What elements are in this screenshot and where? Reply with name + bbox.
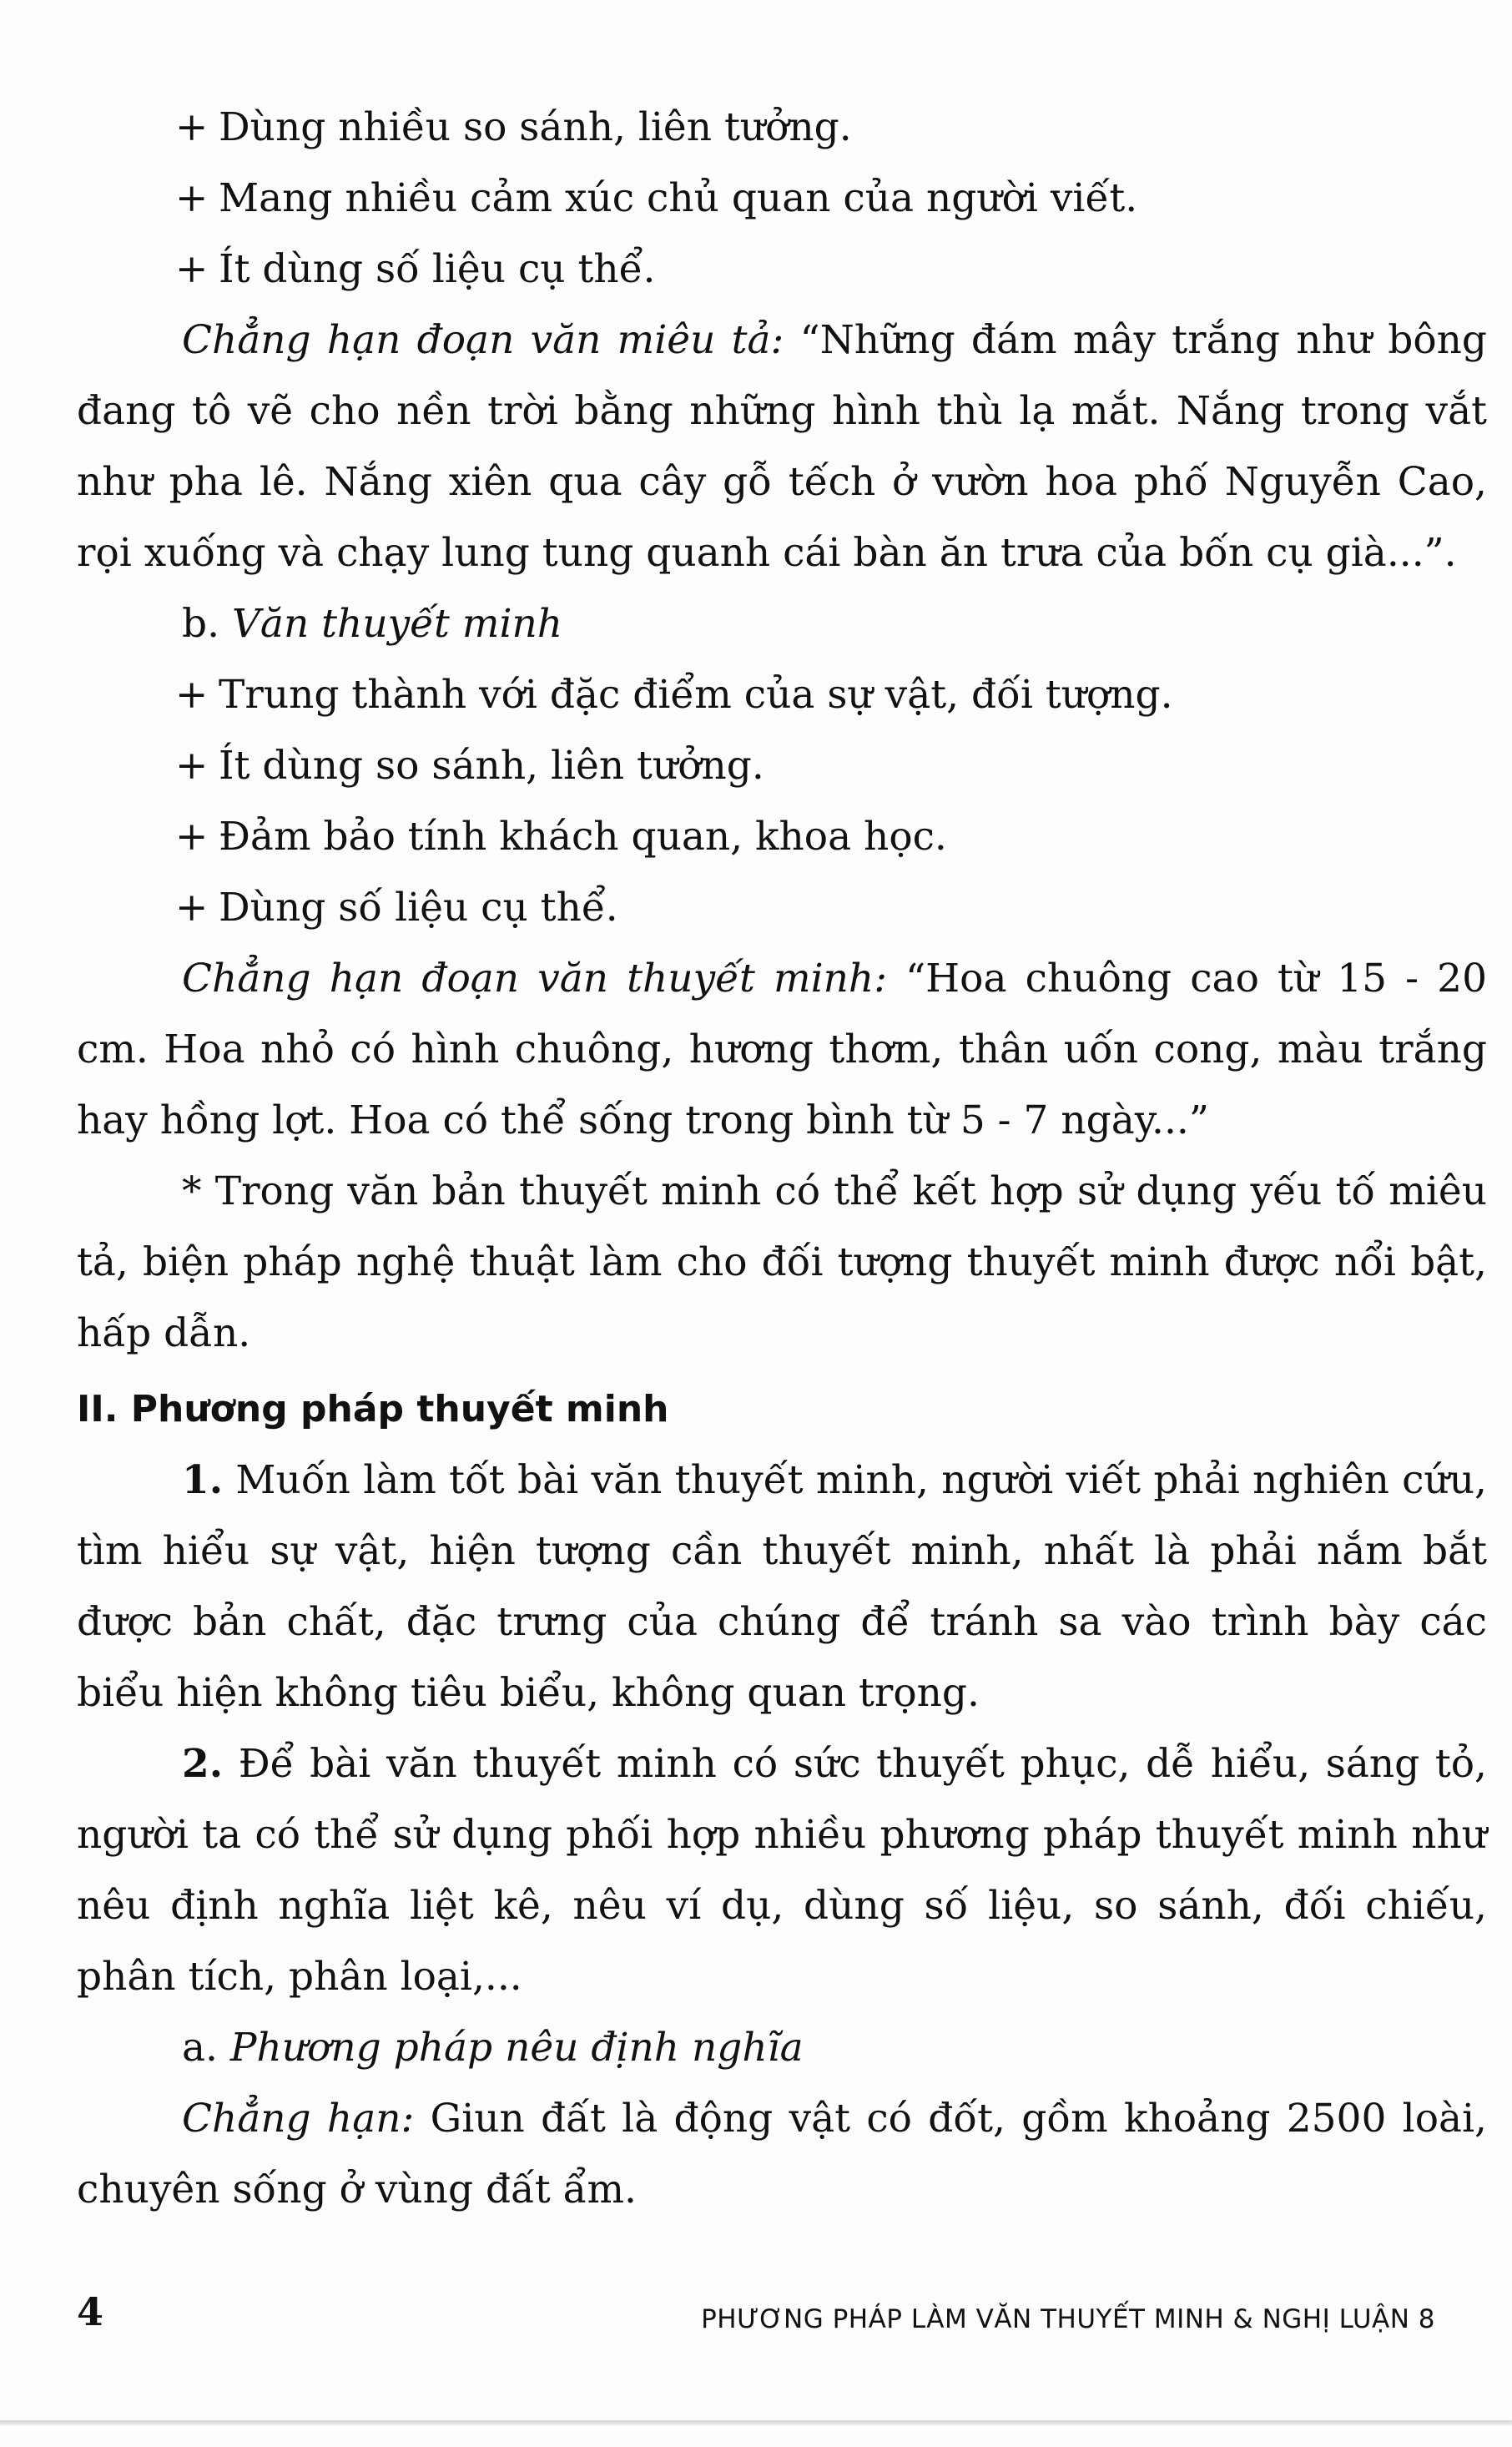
expository-trait-3: + Đảm bảo tính khách quan, khoa học. [175, 814, 947, 860]
descriptive-trait-2: + Mang nhiều cảm xúc chủ quan của người viết. [175, 175, 1138, 221]
descriptive-trait-1: + Dùng nhiều so sánh, liên tưởng. [175, 104, 852, 150]
expository-trait-1: + Trung thành với đặc điểm của sự vật, đối tượng. [175, 672, 1173, 718]
page-number: 4 [77, 2289, 104, 2334]
point-1-paragraph: 1. Muốn làm tốt bài văn thuyết minh, người viết phải nghiên cứu, tìm hiểu sự vật, hiện tượng cần thuyết minh, nhất là phải nắm bắt được bản chất, đặc trưng của chúng để tránh sa vào trình bày các biểu hiện không tiêu biểu, không quan trọng. [77, 1457, 1487, 1716]
note-paragraph: * Trong văn bản thuyết minh có thể kết hợp sử dụng yếu tố miêu tả, biện pháp nghệ thuật làm cho đối tượng thuyết minh được nổi bật, hấp dẫn. [77, 1168, 1487, 1356]
point-2-paragraph: 2. Để bài văn thuyết minh có sức thuyết phục, dễ hiểu, sáng tỏ, người ta có thể sử dụng phối hợp nhiều phương pháp thuyết minh như nêu định nghĩa liệt kê, nêu ví dụ, dùng số liệu, so sánh, đối chiếu, phân tích, phân loại,... [77, 1741, 1487, 2000]
page-body [77, 92, 1487, 2225]
expository-trait-2: + Ít dùng so sánh, liên tưởng. [175, 743, 764, 789]
expository-heading: b. Văn thuyết minh [182, 601, 563, 647]
method-a-heading: a. Phương pháp nêu định nghĩa [182, 2025, 804, 2071]
expository-example: Chẳng hạn đoạn văn thuyết minh: “Hoa chuông cao từ 15 - 20 cm. Hoa nhỏ có hình chuông, hương thơm, thân uốn cong, màu trắng hay hồng lợt. Hoa có thể sống trong bình từ 5 - 7 ngày...” [77, 956, 1487, 1143]
descriptive-example: Chẳng hạn đoạn văn miêu tả: “Những đám mây trắng như bông đang tô vẽ cho nền trời bằng những hình thù lạ mắt. Nắng trong vắt như pha lê. Nắng xiên qua cây gỗ tếch ở vườn hoa phố Nguyễn Cao, rọi xuống và chạy lung tung quanh cái bàn ăn trưa của bốn cụ già...”. [77, 317, 1487, 576]
page-footer [0, 2287, 1512, 2345]
descriptive-trait-3: + Ít dùng số liệu cụ thể. [175, 246, 656, 292]
running-title: PHƯƠNG PHÁP LÀM VĂN THUYẾT MINH & NGHỊ LUẬN 8 [701, 2304, 1435, 2334]
section-title: II. Phương pháp thuyết minh [77, 1388, 669, 1430]
method-a-example: Chẳng hạn: Giun đất là động vật có đốt, gồm khoảng 2500 loài, chuyên sống ở vùng đất ẩm. [77, 2096, 1487, 2212]
scan-edge-divider [0, 2420, 1512, 2425]
expository-trait-4: + Dùng số liệu cụ thể. [175, 885, 618, 931]
